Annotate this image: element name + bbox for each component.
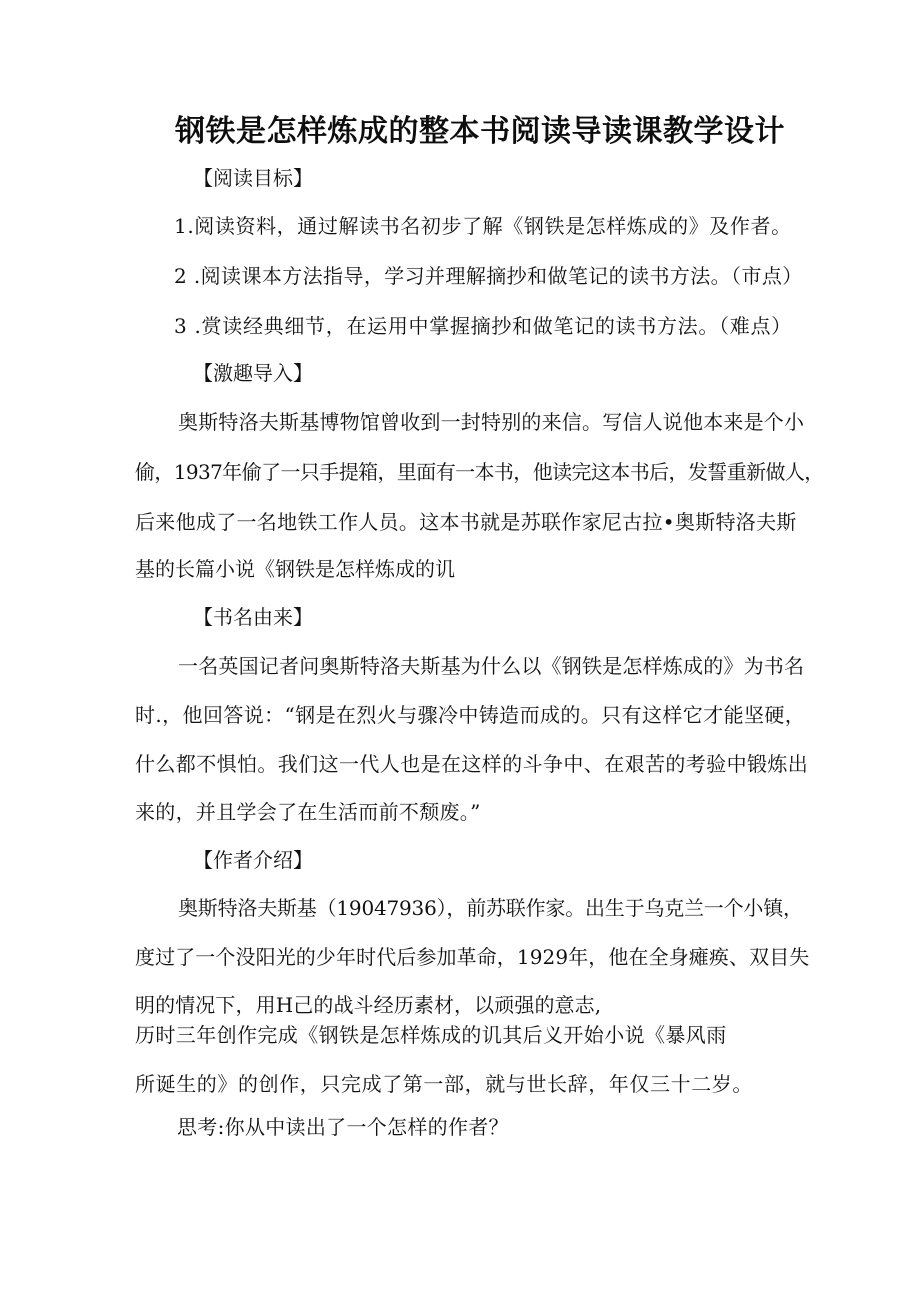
reflection-question: 思考:你从中读出了一个怎样的作者？	[177, 1115, 509, 1139]
reading-goal-item-1: 1.阅读资料，通过解读书名初步了解《钢铁是怎样炼成的》及作者。	[174, 214, 792, 238]
title-origin-line-1: 一名英国记者问奥斯特洛夫斯基为什么以《钢铁是怎样炼成的》为书名	[178, 654, 805, 678]
title-origin-line-3: 什么都不惧怕。我们这一代人也是在这样的斗争中、在艰苦的考验中锻炼出	[135, 752, 809, 776]
intro-line-4: 基的长篇小说《钢铁是怎样炼成的讥	[135, 557, 455, 581]
author-line-5: 所诞生的》的创作，只完成了第一部，就与世长辞，年仅三十二岁。	[135, 1072, 753, 1096]
title-origin-heading: 【书名由来】	[193, 605, 313, 629]
intro-line-3: 后来他成了一名地铁工作人员。这本书就是苏联作家尼古拉•奥斯特洛夫斯	[135, 510, 797, 534]
author-line-3: 明的情况下，用H己的战斗经历素材，以顽强的意志,	[135, 993, 602, 1017]
intro-heading: 【激趣导入】	[193, 361, 313, 385]
reading-goals-heading: 【阅读目标】	[193, 166, 313, 190]
author-line-2: 度过了一个没阳光的少年时代后参加革命，1929年，他在全身瘫痪、双目失	[135, 945, 810, 969]
intro-line-1: 奥斯特洛夫斯基博物馆曾收到一封特别的来信。写信人说他本来是个小	[178, 410, 805, 434]
author-line-4: 历时三年创作完成《钢铁是怎样炼成的讥其后义开始小说《暴风雨	[135, 1023, 727, 1047]
reading-goal-item-2: 2 .阅读课本方法指导，学习并理解摘抄和做笔记的读书方法。（市点）	[174, 264, 803, 288]
author-heading: 【作者介绍】	[193, 848, 313, 872]
intro-line-2: 偷，1937年偷了一只手提箱，里面有一本书，他读完这本书后，发誓重新做人，	[135, 460, 824, 484]
title-origin-line-4: 来的，并且学会了在生活而前不颓废。”	[135, 800, 481, 824]
reading-goal-item-3: 3 .赏读经典细节，在运用中掌握摘抄和做笔记的读书方法。（难点）	[174, 314, 792, 338]
title-origin-line-2: 时.，他回答说：“钢是在烈火与骤冷中铸造而成的。只有这样它才能坚硬，	[135, 703, 806, 727]
author-line-1: 奥斯特洛夫斯基（19047936），前苏联作家。出生于乌克兰一个小镇，	[178, 896, 803, 920]
document-title: 钢铁是怎样炼成的整本书阅读导读课教学设计	[175, 114, 785, 149]
